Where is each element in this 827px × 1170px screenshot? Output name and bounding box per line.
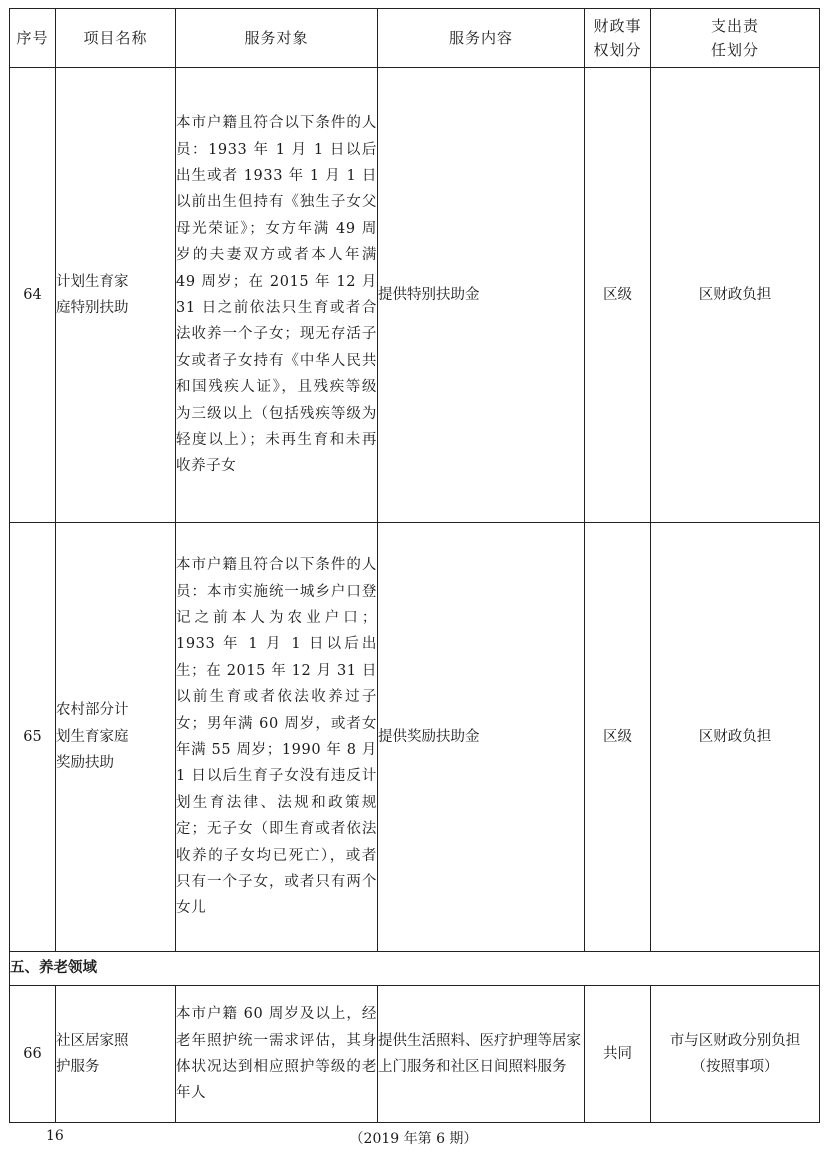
- header-content: 服务内容: [378, 9, 585, 68]
- row-expense-line: （按照事项）: [691, 1059, 779, 1075]
- row-expense: 区财政负担: [651, 523, 820, 952]
- row-content: 提供特别扶助金: [378, 68, 585, 523]
- row-name-line: 农村部分计: [56, 702, 129, 719]
- row-name: [56, 986, 176, 1123]
- table-row: [10, 986, 820, 1123]
- row-target: 本市户籍且符合以下条件的人员：1933 年 1 月 1 日以后出生或者 1933 年 1 月 1 日以前出生但持有《独生子女父母光荣证》；女方年满 49 周岁的夫妻双方或者本人年满 49 周岁；在 2015 年 12 月 31 日之前依法只生育或者合法收养一个子女；现无存活子女或者子女持有《中华人民共和国残疾人证》，且残疾等级为三级以上（包括残疾等级为轻度以上）；未再生育和未再收养子女: [176, 68, 378, 523]
- row-expense: [651, 986, 820, 1123]
- header-no: 序号: [10, 9, 56, 68]
- row-expense-line: 市与区财政分别负担: [669, 1032, 801, 1049]
- row-name-line: 庭特别扶助: [56, 300, 129, 316]
- row-name-line: 奖励扶助: [56, 755, 114, 772]
- row-no: 65: [10, 523, 56, 952]
- service-table: [9, 8, 820, 1123]
- row-name: [56, 68, 176, 523]
- row-name-line: 护服务: [56, 1059, 100, 1075]
- header-expense-line2: 任划分: [710, 41, 759, 59]
- row-target: 本市户籍 60 周岁及以上，经老年照护统一需求评估，其身体状况达到相应照护等级的老年人: [176, 986, 378, 1123]
- section-row: [10, 952, 820, 986]
- row-authority: 区级: [585, 68, 651, 523]
- row-name-line: 计划生育家: [56, 273, 129, 290]
- header-expense-line1: 支出责: [710, 17, 759, 35]
- row-content: 提供奖励扶助金: [378, 523, 585, 952]
- header-target: 服务对象: [176, 9, 378, 68]
- row-target: 本市户籍且符合以下条件的人员：本市实施统一城乡户口登记之前本人为农业户口；1933 年 1 月 1 日以后出生；在 2015 年 12 月 31 日以前生育或者依法收养过子女；男年满 60 周岁，或者女年满 55 周岁；1990 年 8 月 1 日以后生育子女没有违反计划生育法律、法规和政策规定；无子女（即生育或者依法收养的子女均已死亡），或者只有一个子女，或者只有两个女儿: [176, 523, 378, 952]
- issue-label: （2019 年第 6 期）: [349, 1131, 478, 1147]
- row-name: [56, 523, 176, 952]
- row-content: 提供生活照料、医疗护理等居家上门服务和社区日间照料服务: [378, 986, 585, 1123]
- row-name-line: 划生育家庭: [56, 728, 129, 745]
- row-authority: 区级: [585, 523, 651, 952]
- table-row: [10, 68, 820, 523]
- header-authority: [585, 9, 651, 68]
- row-no: 64: [10, 68, 56, 523]
- table-header-row: [10, 9, 820, 68]
- row-no: 66: [10, 986, 56, 1123]
- header-authority-line2: 权划分: [593, 41, 642, 59]
- row-name-line: 社区居家照: [56, 1032, 129, 1049]
- row-authority: 共同: [585, 986, 651, 1123]
- row-expense: 区财政负担: [651, 68, 820, 523]
- header-authority-line1: 财政事: [593, 17, 642, 35]
- section-title: 五、养老领域: [10, 952, 820, 986]
- header-name: 项目名称: [56, 9, 176, 68]
- header-expense: [651, 9, 820, 68]
- page-number: 16: [46, 1128, 64, 1144]
- table-row: [10, 523, 820, 952]
